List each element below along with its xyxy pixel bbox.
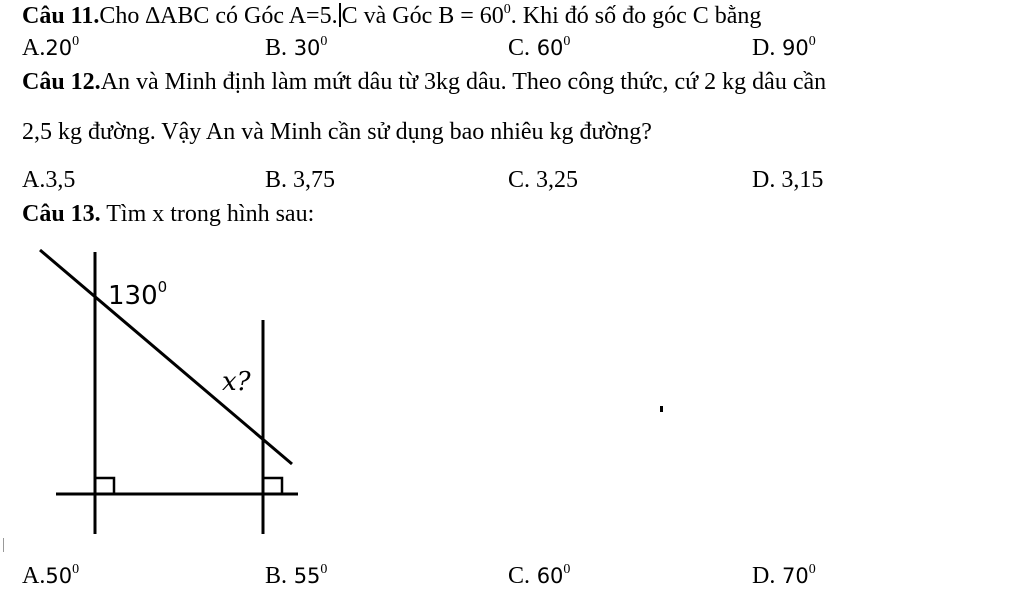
option-label: A.	[22, 167, 46, 193]
option-label: B.	[265, 563, 288, 589]
degree-sup: 0	[503, 2, 511, 17]
option-label: A.	[22, 563, 46, 589]
question-12-text-1: An và Minh định làm mứt dâu từ 3kg dâu. Theo công thức, cứ 2 kg dâu cần	[100, 69, 827, 95]
option-value: 3,75	[287, 167, 336, 193]
degree-sup: 0	[72, 34, 80, 49]
degree-sup: 0	[563, 34, 571, 49]
degree-sup: 0	[320, 562, 328, 577]
degree-sup: 0	[808, 34, 816, 49]
option-label: C.	[508, 167, 531, 193]
right-angle-mark-left	[95, 478, 114, 494]
question-11-part-c: . Khi đó số đo góc C bằng	[510, 3, 762, 29]
option-label: C.	[508, 35, 531, 61]
q12-option-b[interactable]	[265, 166, 335, 194]
question-11-part-a: Cho ∆ABC có Góc A=5.	[99, 3, 338, 29]
option-value: 50	[45, 564, 73, 588]
q12-option-a[interactable]	[22, 166, 75, 194]
option-label: B.	[265, 35, 288, 61]
q13-option-d[interactable]	[752, 562, 816, 590]
stray-dot	[660, 406, 663, 412]
option-value: 90	[775, 36, 809, 60]
option-value: 60	[530, 36, 564, 60]
question-12-line2: 2,5 kg đường. Vậy An và Minh cần sử dụng bao nhiêu kg đường?	[22, 119, 652, 145]
option-label: C.	[508, 563, 531, 589]
question-13-prompt: Tìm x trong hình sau:	[100, 201, 315, 227]
option-label: D.	[752, 563, 776, 589]
option-value: 3,25	[530, 167, 579, 193]
option-label: A.	[22, 35, 46, 61]
degree-sup: 0	[72, 562, 80, 577]
q13-option-a[interactable]	[22, 562, 79, 590]
right-angle-mark-right	[263, 478, 282, 494]
question-11-part-b: C và Góc B = 60	[341, 3, 504, 29]
q11-option-c[interactable]	[508, 34, 570, 62]
unknown-angle-label: x?	[222, 367, 251, 397]
question-12-line1	[22, 68, 826, 96]
question-13-number: Câu 13.	[22, 201, 101, 227]
question-11-number: Câu 11.	[22, 3, 100, 29]
option-value: 55	[287, 564, 321, 588]
question-13-text	[22, 200, 314, 228]
degree-sup: 0	[320, 34, 328, 49]
option-value: 20	[45, 36, 73, 60]
angle-label-130: $130^0$	[108, 278, 168, 311]
option-label: D.	[752, 167, 776, 193]
geometry-figure	[30, 240, 310, 540]
option-value: 60	[530, 564, 564, 588]
question-11-text	[22, 2, 761, 30]
option-value: 3,5	[45, 167, 76, 193]
q13-option-c[interactable]	[508, 562, 570, 590]
q11-option-b[interactable]	[265, 34, 327, 62]
option-value: 30	[287, 36, 321, 60]
text-cursor	[339, 3, 341, 27]
q11-option-d[interactable]	[752, 34, 816, 62]
q13-option-b[interactable]	[265, 562, 327, 590]
option-label: B.	[265, 167, 288, 193]
left-edge-mark	[0, 538, 4, 552]
option-value: 3,15	[775, 167, 824, 193]
q12-option-c[interactable]	[508, 166, 578, 194]
option-label: D.	[752, 35, 776, 61]
q12-option-d[interactable]	[752, 166, 823, 194]
degree-sup: 0	[808, 562, 816, 577]
degree-sup: 0	[563, 562, 571, 577]
q11-option-a[interactable]	[22, 34, 79, 62]
question-12-number: Câu 12.	[22, 69, 101, 95]
option-value: 70	[775, 564, 809, 588]
